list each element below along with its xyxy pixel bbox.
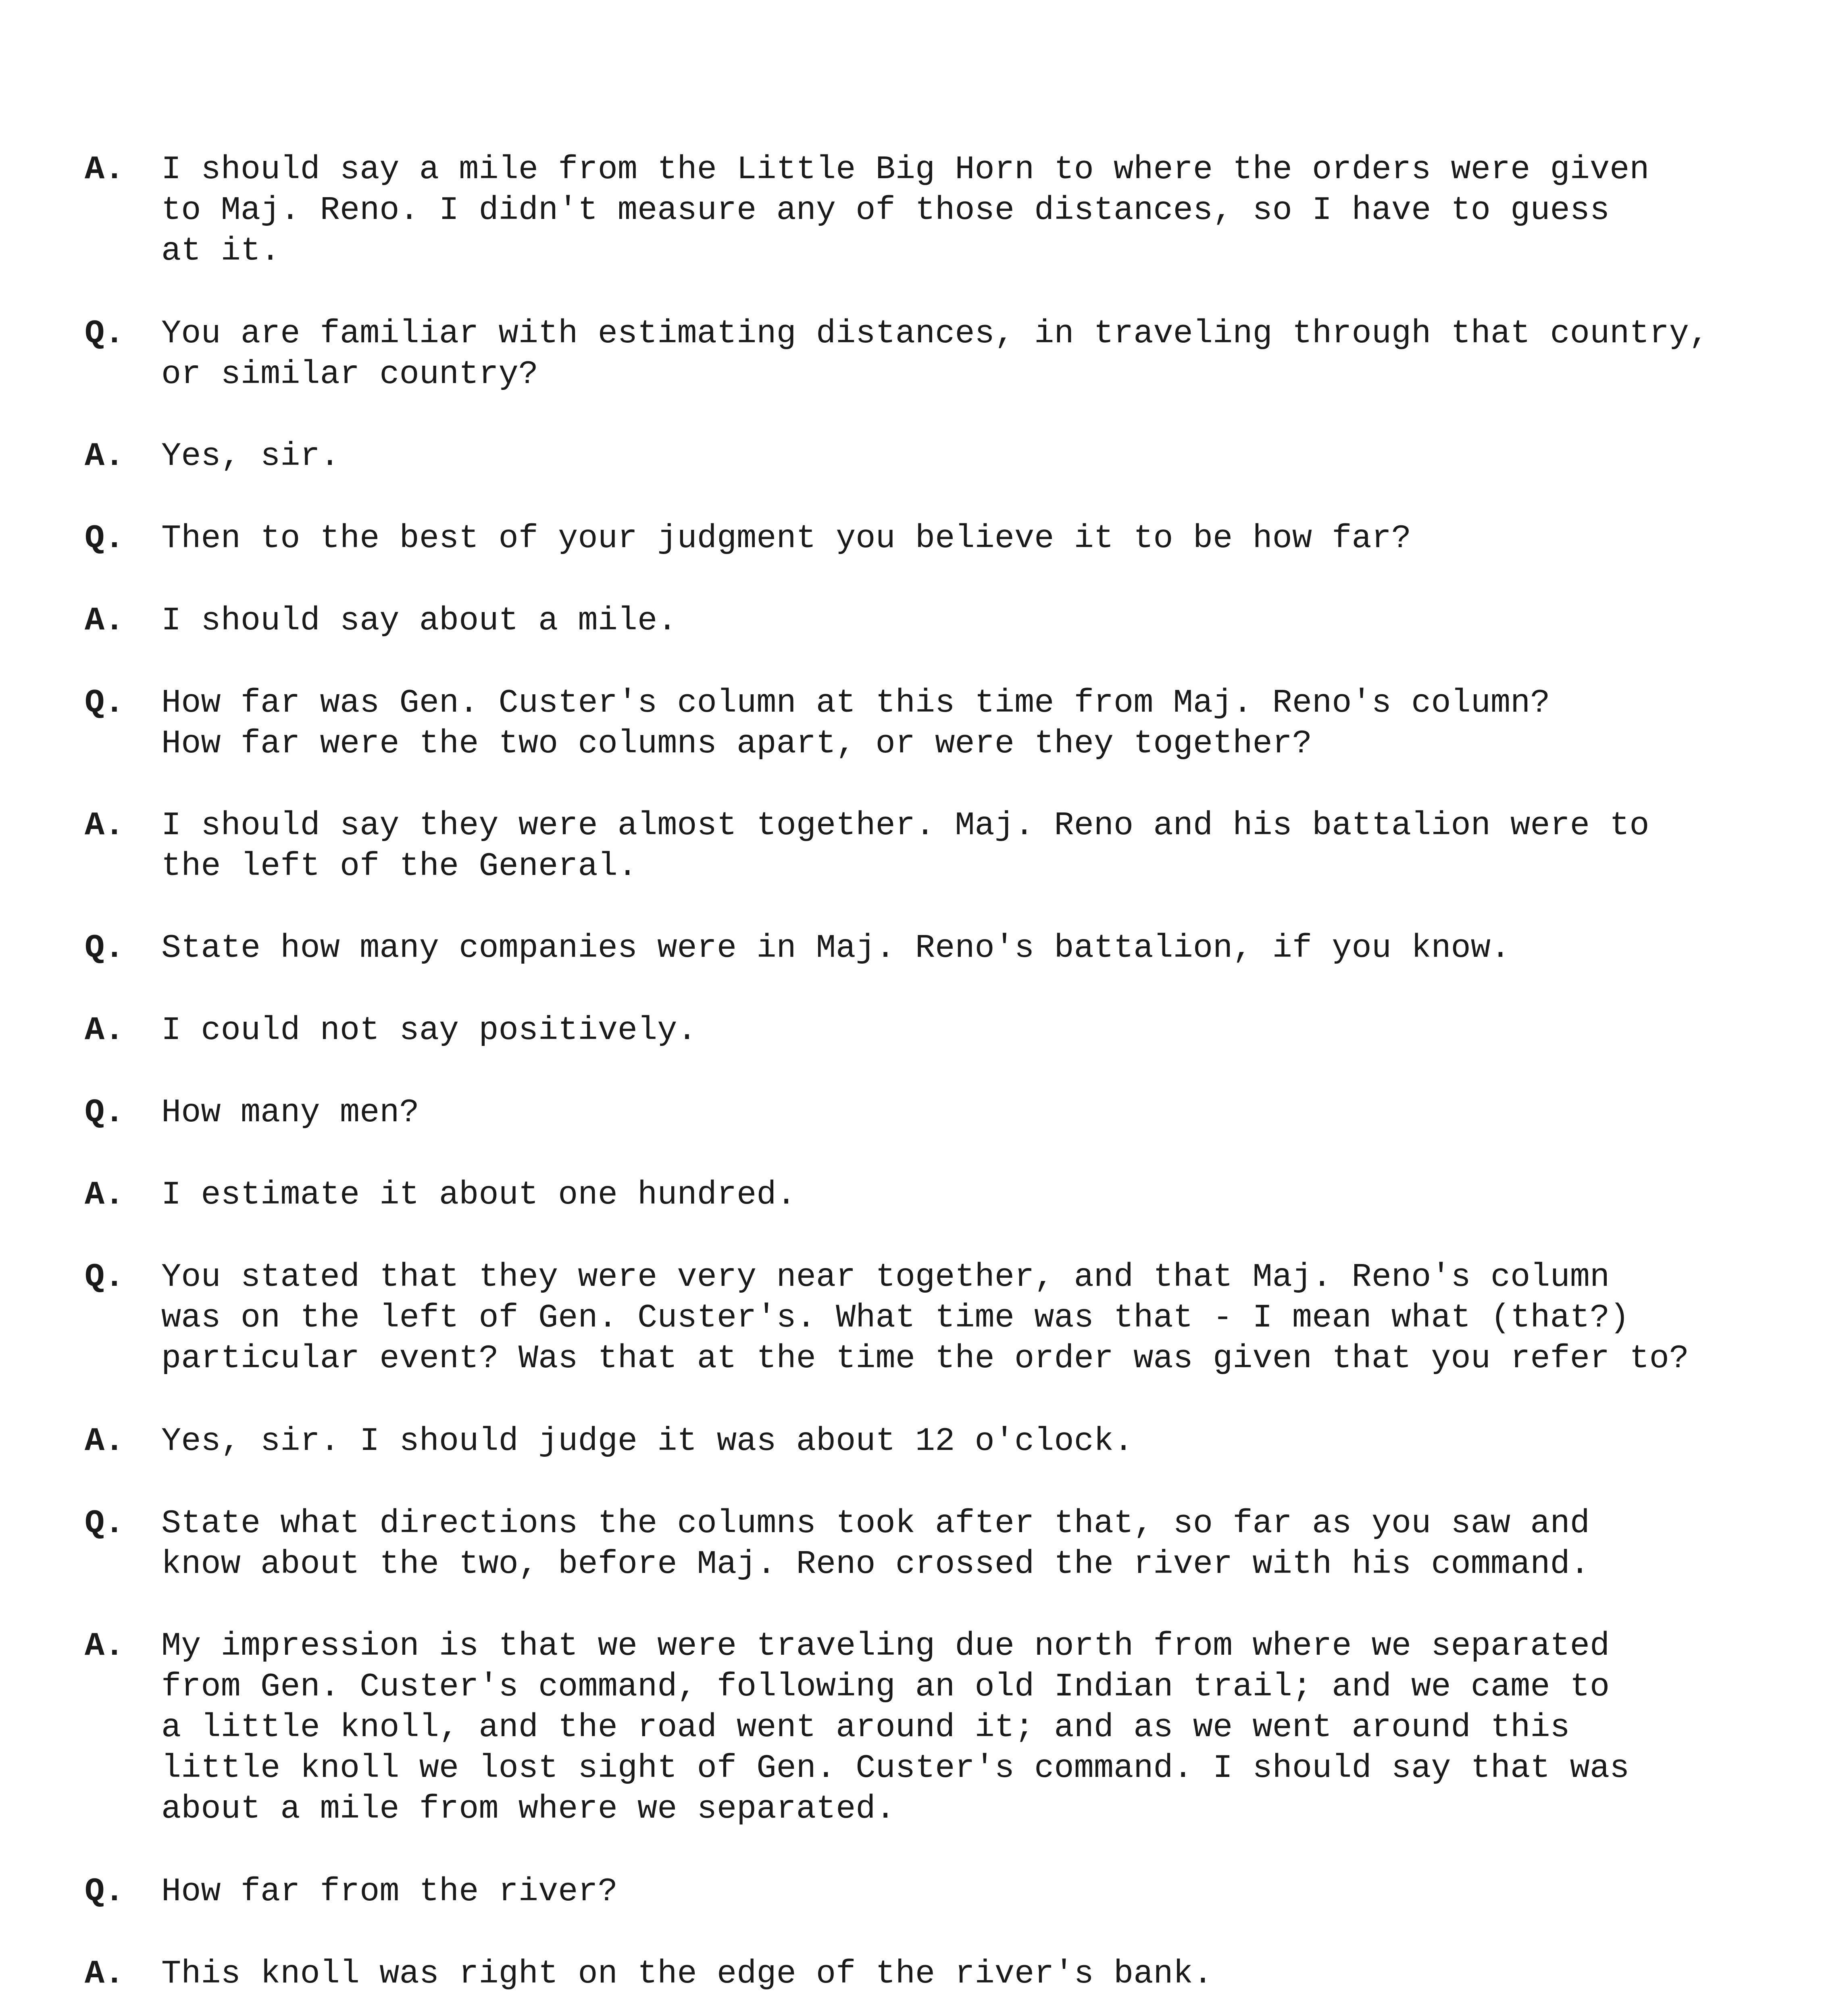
speaker-label: Q.: [85, 520, 125, 557]
speaker-label: Q.: [85, 1094, 125, 1131]
speaker-label: A.: [85, 1012, 125, 1049]
speaker-label: A.: [85, 602, 125, 639]
answer-text: I should say about a mile.: [161, 602, 677, 639]
answer-text: I estimate it about one hundred.: [161, 1176, 796, 1214]
speaker-label: Q.: [85, 1258, 125, 1296]
answer-text: This knoll was right on the edge of the river's bank.: [161, 1955, 1213, 1993]
answer-text: I should say a mile from the Little Big Horn to where the orders were given to Maj. Reno. I didn't measure any of those distances, so I have to guess at it.: [161, 151, 1649, 270]
question-text: How many men?: [161, 1094, 419, 1131]
speaker-label: A.: [85, 807, 125, 844]
speaker-label: A.: [85, 1955, 125, 1993]
question-text: How far was Gen. Custer's column at this time from Maj. Reno's column? How far were the two columns apart, or were they together?: [161, 684, 1550, 762]
speaker-label: Q.: [85, 315, 125, 352]
speaker-label: Q.: [85, 684, 125, 722]
speaker-label: Q.: [85, 929, 125, 967]
speaker-label: A.: [85, 437, 125, 475]
question-text: You are familiar with estimating distances, in traveling through that country, or similar country?: [161, 315, 1709, 393]
answer-text: I could not say positively.: [161, 1012, 697, 1049]
question-text: Then to the best of your judgment you believe it to be how far?: [161, 520, 1412, 557]
question-text: You stated that they were very near together, and that Maj. Reno's column was on the left of Gen. Custer's. What time was that - I mean what (that?) particular event? Was that at the time the order was given that you refer to?: [161, 1258, 1689, 1377]
question-text: State what directions the columns took after that, so far as you saw and know about the two, before Maj. Reno crossed the river with his command.: [161, 1505, 1590, 1583]
speaker-label: A.: [85, 1422, 125, 1460]
speaker-label: Q.: [85, 1873, 125, 1910]
answer-text: My impression is that we were traveling due north from where we separated from Gen. Custer's command, following an old Indian trail; and we came to a little knoll, and the road went around it; and as we went around this little knoll we lost sight of Gen. Custer's command. I should say that was about a mile from where we separated.: [161, 1627, 1630, 1828]
speaker-label: A.: [85, 151, 125, 188]
answer-text: Yes, sir. I should judge it was about 12 o'clock.: [161, 1422, 1134, 1460]
speaker-label: A.: [85, 1176, 125, 1214]
question-text: How far from the river?: [161, 1873, 618, 1910]
answer-text: Yes, sir.: [161, 437, 340, 475]
answer-text: I should say they were almost together. Maj. Reno and his battalion were to the left of the General.: [161, 807, 1649, 885]
speaker-label: A.: [85, 1627, 125, 1665]
question-text: State how many companies were in Maj. Reno's battalion, if you know.: [161, 929, 1511, 967]
speaker-label: Q.: [85, 1505, 125, 1542]
